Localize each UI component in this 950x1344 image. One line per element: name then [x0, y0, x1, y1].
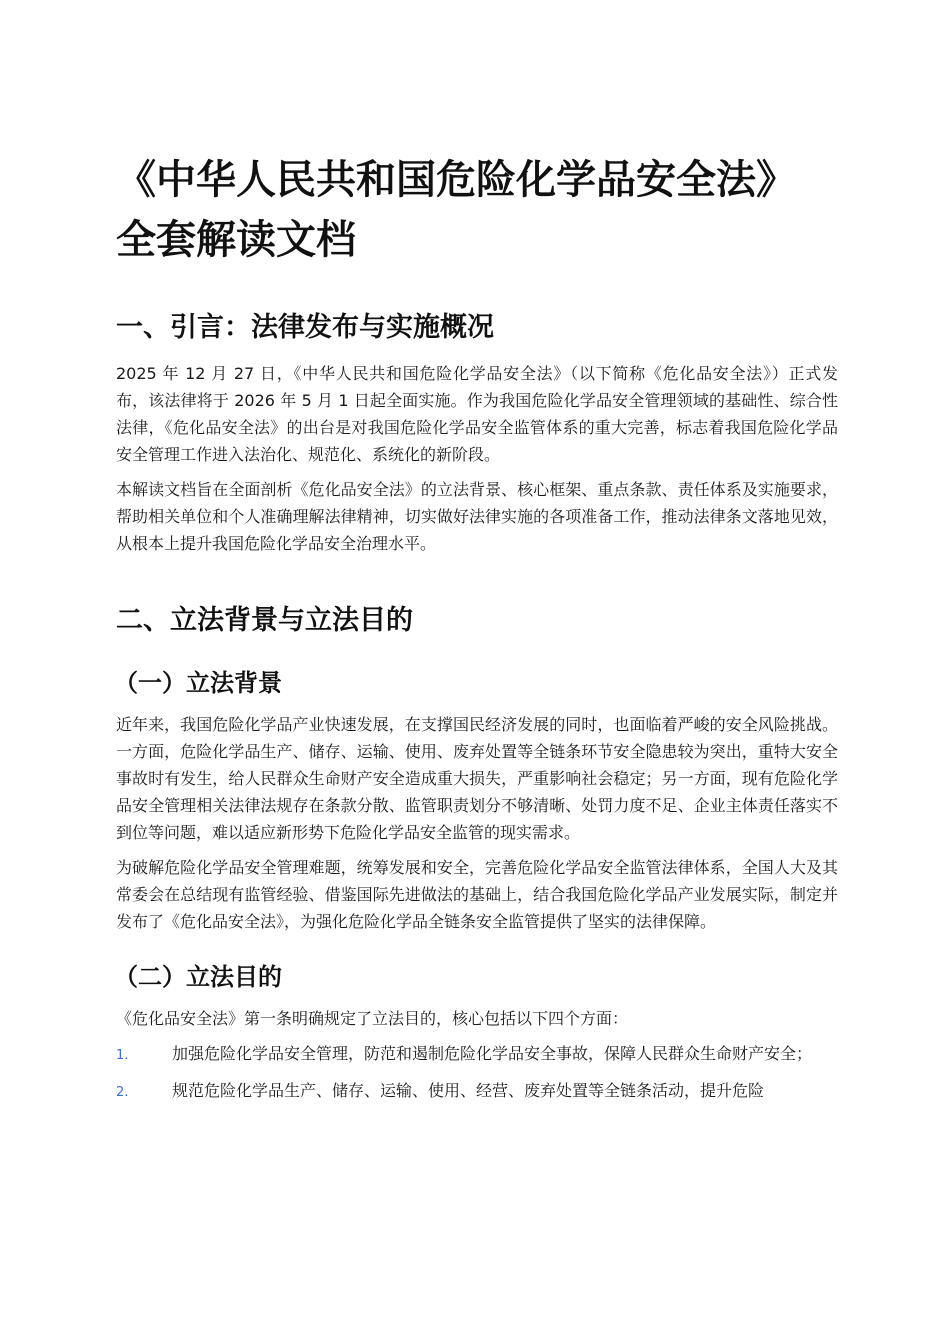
- subheading-background: （一）立法背景: [114, 669, 282, 697]
- background-paragraph-1: 近年来，我国危险化学品产业快速发展，在支撑国民经济发展的同时，也面临着严峻的安全风险挑战。一方面，危险化学品生产、储存、运输、使用、废弃处置等全链条环节安全隐患较为突出，重特大安全事故时有发生，给人民群众生命财产安全造成重大损失，严重影响社会稳定；另一方面，现有危险化学品安全管理相关法律法规存在条款分散、监管职责划分不够清晰、处罚力度不足、企业主体责任落实不到位等问题，难以适应新形势下危险化学品安全监管的现实需求。: [116, 715, 838, 842]
- purpose-intro-paragraph: 《危化品安全法》第一条明确规定了立法目的，核心包括以下四个方面：: [116, 1009, 629, 1028]
- document-title: [116, 150, 838, 270]
- list-item: [116, 1040, 838, 1069]
- list-item: [116, 1077, 838, 1106]
- background-paragraph-2: 为破解危险化学品安全管理难题，统筹发展和安全，完善危险化学品安全监管法律体系，全国人大及其常委会在总结现有监管经验、借鉴国际先进做法的基础上，结合我国危险化学品产业发展实际，制定并发布了《危化品安全法》，为强化危险化学品全链条安全监管提供了坚实的法律保障。: [116, 858, 838, 931]
- title-line-1: 《中华人民共和国危险化学品安全法》: [116, 157, 796, 203]
- subheading-purpose: （二）立法目的: [114, 963, 282, 991]
- list-item-text: 加强危险化学品安全管理，防范和遏制危险化学品安全事故，保障人民群众生命财产安全；: [172, 1044, 813, 1063]
- title-line-2: 全套解读文档: [116, 217, 356, 263]
- list-number: 2.: [116, 1085, 129, 1100]
- document-content: [116, 150, 838, 1114]
- section-heading-introduction: 一、引言：法律发布与实施概况: [116, 312, 494, 343]
- list-item-text: 规范危险化学品生产、储存、运输、使用、经营、废弃处置等全链条活动，提升危险: [172, 1081, 765, 1100]
- section-heading-background-purpose: 二、立法背景与立法目的: [116, 605, 413, 636]
- list-number: 1.: [116, 1048, 129, 1063]
- intro-paragraph-1: 2025 年 12 月 27 日，《中华人民共和国危险化学品安全法》（以下简称《危化品安全法》）正式发布，该法律将于 2026 年 5 月 1 日起全面实施。作为我国危险化学品安全管理领域的基础性、综合性法律，《危化品安全法》的出台是对我国危险化学品安全监管体系的重大完善，标志着我国危险化学品安全管理工作进入法治化、规范化、系统化的新阶段。: [116, 364, 838, 464]
- intro-paragraph-2: 本解读文档旨在全面剖析《危化品安全法》的立法背景、核心框架、重点条款、责任体系及实施要求，帮助相关单位和个人准确理解法律精神，切实做好法律实施的各项准备工作，推动法律条文落地见效，从根本上提升我国危险化学品安全治理水平。: [116, 480, 838, 553]
